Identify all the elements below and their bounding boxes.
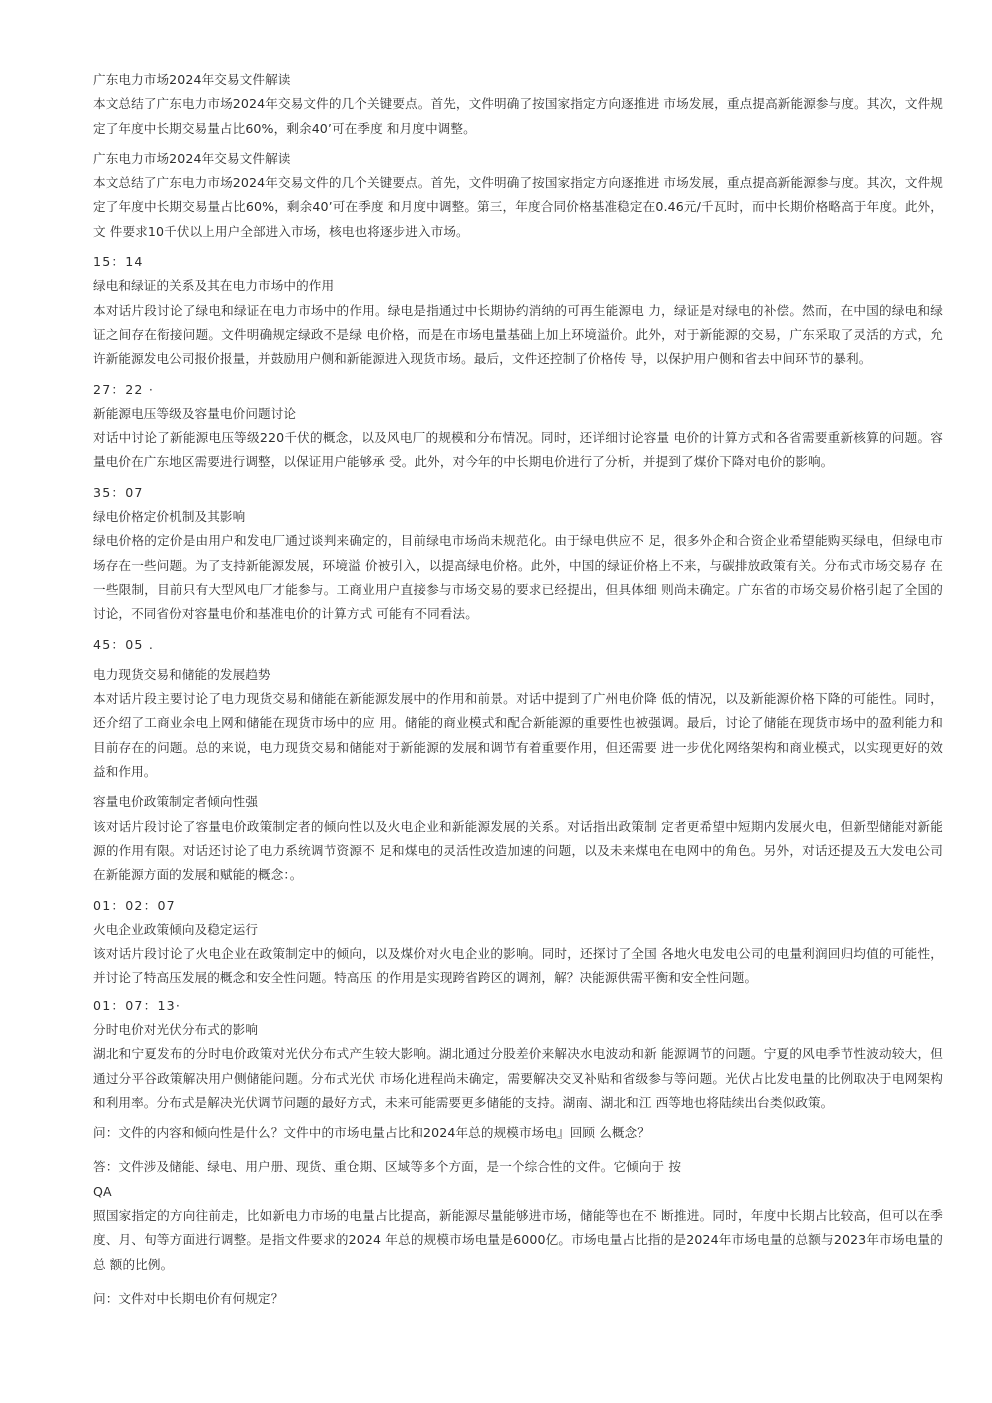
section-heading: 分时电价对光伏分布式的影响 (93, 1021, 259, 1037)
qa-answer: 照国家指定的方向往前走，比如新电力市场的电量占比提高，新能源尽量能够进市场，储能等也在不 断推进。同时，年度中长期占比较高，但可以在季度、月、旬等方面进行调整。是指文件要求的2024 年总的规模市场电量是6000亿。市场电量占比指的是2024年市场电量的总额与2023年市场电量的总 额的比例。 (93, 1208, 943, 1272)
section-heading: 绿电价格定价机制及其影响 (93, 509, 246, 525)
section-heading: 新能源电压等级及容量电价问题讨论 (93, 405, 297, 421)
timestamp: 27：22 · (93, 381, 155, 397)
section-paragraph: 该对话片段讨论了火电企业在政策制定中的倾向，以及煤价对火电企业的影响。同时，还探讨了全国 各地火电发电公司的电量利润回归均值的可能性，并讨论了特高压发展的概念和安全性问题。特高压 的作用是实现跨省跨区的调剂，解？决能源供需平衡和安全性问题。 (93, 946, 943, 986)
section-heading: 容量电价政策制定者倾向性强 (93, 794, 259, 810)
section-paragraph: 本对话片段讨论了绿电和绿证在电力市场中的作用。绿电是指通过中长期协约消纳的可再生能源电 力，绿证是对绿电的补偿。然而，在中国的绿电和绿证之间存在衔接问题。文件明确规定绿政不是绿 电价格，而是在市场电量基础上加上环境溢价。此外，对于新能源的交易，广东采取了灵活的方式，允许新能源发电公司报价报量，并鼓励用户侧和新能源进入现货市场。最后，文件还控制了价格传 导，以保护用户侧和省去中间环节的暴利。 (93, 302, 943, 367)
qa-section (93, 1121, 943, 1311)
section-overview-full (93, 147, 943, 244)
section-green-price (93, 481, 943, 627)
section-heading: 电力现货交易和储能的发展趋势 (93, 666, 271, 682)
section-paragraph: 本对话片段主要讨论了电力现货交易和储能在新能源发展中的作用和前景。对话中提到了广州电价降 低的情况，以及新能源价格下降的可能性。同时，还介绍了工商业余电上网和储能在现货市场中的应 用。储能的商业模式和配合新能源的重要性也被强调。最后，讨论了储能在现货市场中的盈利能力和 目前存在的问题。总的来说，电力现货交易和储能对于新能源的发展和调节有着重要作用，但还需要 进一步优化网络架构和商业模式，以实现更好的效益和作用。 (93, 691, 943, 780)
section-overview-short (93, 68, 943, 141)
section-paragraph: 对话中讨论了新能源电压等级220千伏的概念，以及风电厂的规模和分布情况。同时，还详细讨论容量 电价的计算方式和各省需要重新核算的问题。容量电价在广东地区需要进行调整，以保证用户能够承 受。此外，对今年的中长期电价进行了分析，并提到了煤价下降对电价的影响。 (93, 430, 943, 470)
section-paragraph: 该对话片段讨论了容量电价政策制定者的倾向性以及火电企业和新能源发展的关系。对话指出政策制 定者更希望中短期内发展火电，但新型储能对新能源的作用有限。对话还讨论了电力系统调节资源不 足和煤电的灵活性改造加速的问题，以及未来煤电在电网中的角色。另外，对话还提及五大发电公司 在新能源方面的发展和赋能的概念：。 (93, 818, 943, 883)
section-paragraph: 绿电价格的定价是由用户和发电厂通过谈判来确定的，目前绿电市场尚未规范化。由于绿电供应不 足，很多外企和合资企业希望能购买绿电，但绿电市场存在一些问题。为了支持新能源发展，环境溢 价被引入，以提高绿电价格。此外，中国的绿证价格上不来，与碳排放政策有关。分布式市场交易存 在一些限制，目前只有大型风电厂才能参与。工商业用户直接参与市场交易的要求已经提出，但具体细 则尚未确定。广东省的市场交易价格引起了全国的讨论，不同省份对容量电价和基准电价的计算方式 可能有不同看法。 (93, 533, 943, 622)
qa-question: 问：文件对中长期电价有何规定？ (93, 1290, 284, 1306)
timestamp: 35：07 (93, 484, 144, 500)
qa-label: QA (93, 1183, 112, 1199)
timestamp: 01：07：13· (93, 997, 182, 1013)
section-capacity-policy (93, 790, 943, 887)
section-paragraph: 本文总结了广东电力市场2024年交易文件的几个关键要点。首先，文件明确了按国家指定方向逐推进 市场发展，重点提高新能源参与度。其次，文件规定了年度中长期交易量占比60%，剩余40’可在季度 和月度中调整。 (93, 96, 943, 136)
section-paragraph: 湖北和宁夏发布的分时电价政策对光伏分布式产生较大影响。湖北通过分股差价来解决水电波动和新 能源调节的问题。宁夏的风电季节性波动较大，但通过分平谷政策解决用户侧储能问题。分布式光伏 市场化进程尚未确定，需要解决交叉补贴和省级参与等问题。光伏占比发电量的比例取决于电网架构 和利用率。分布式是解决光伏调节问题的最好方式，未来可能需要更多储能的支持。湖南、湖北和江 西等地也将陆续出台类似政策。 (93, 1046, 943, 1110)
section-heading: 广东电力市场2024年交易文件解读 (93, 150, 291, 166)
timestamp: 01：02：07 (93, 897, 176, 913)
section-green-power (93, 250, 943, 371)
section-heading: 火电企业政策倾向及稳定运行 (93, 921, 259, 937)
timestamp: 45：05 . (93, 636, 155, 652)
section-time-of-use (93, 994, 943, 1115)
document-page (93, 68, 943, 1311)
qa-question: 问：文件的内容和倾向性是什么？文件中的市场电量占比和2024年总的规模市场电』回顾 么概念？ (93, 1125, 650, 1141)
qa-answer-start: 答：文件涉及储能、绿电、用户册、现货、重仓期、区域等多个方面，是一个综合性的文件。它倾向于 按 (93, 1159, 682, 1175)
section-spot-storage (93, 633, 943, 785)
section-paragraph: 本文总结了广东电力市场2024年交易文件的几个关键要点。首先，文件明确了按国家指定方向逐推进 市场发展，重点提高新能源参与度。其次，文件规定了年度中长期交易量占比60%，剩余40’可在季度 和月度中调整。第三，年度合同价格基准稳定在0.46元/千瓦时，而中长期价格略高于年度。此外，文 件要求10千伏以上用户全部进入市场，核电也将逐步进入市场。 (93, 175, 943, 239)
timestamp: 15：14 (93, 254, 144, 270)
section-voltage-capacity (93, 378, 943, 475)
section-heading: 广东电力市场2024年交易文件解读 (93, 72, 291, 87)
section-heading: 绿电和绿证的关系及其在电力市场中的作用 (93, 278, 335, 294)
section-thermal-policy (93, 894, 943, 991)
